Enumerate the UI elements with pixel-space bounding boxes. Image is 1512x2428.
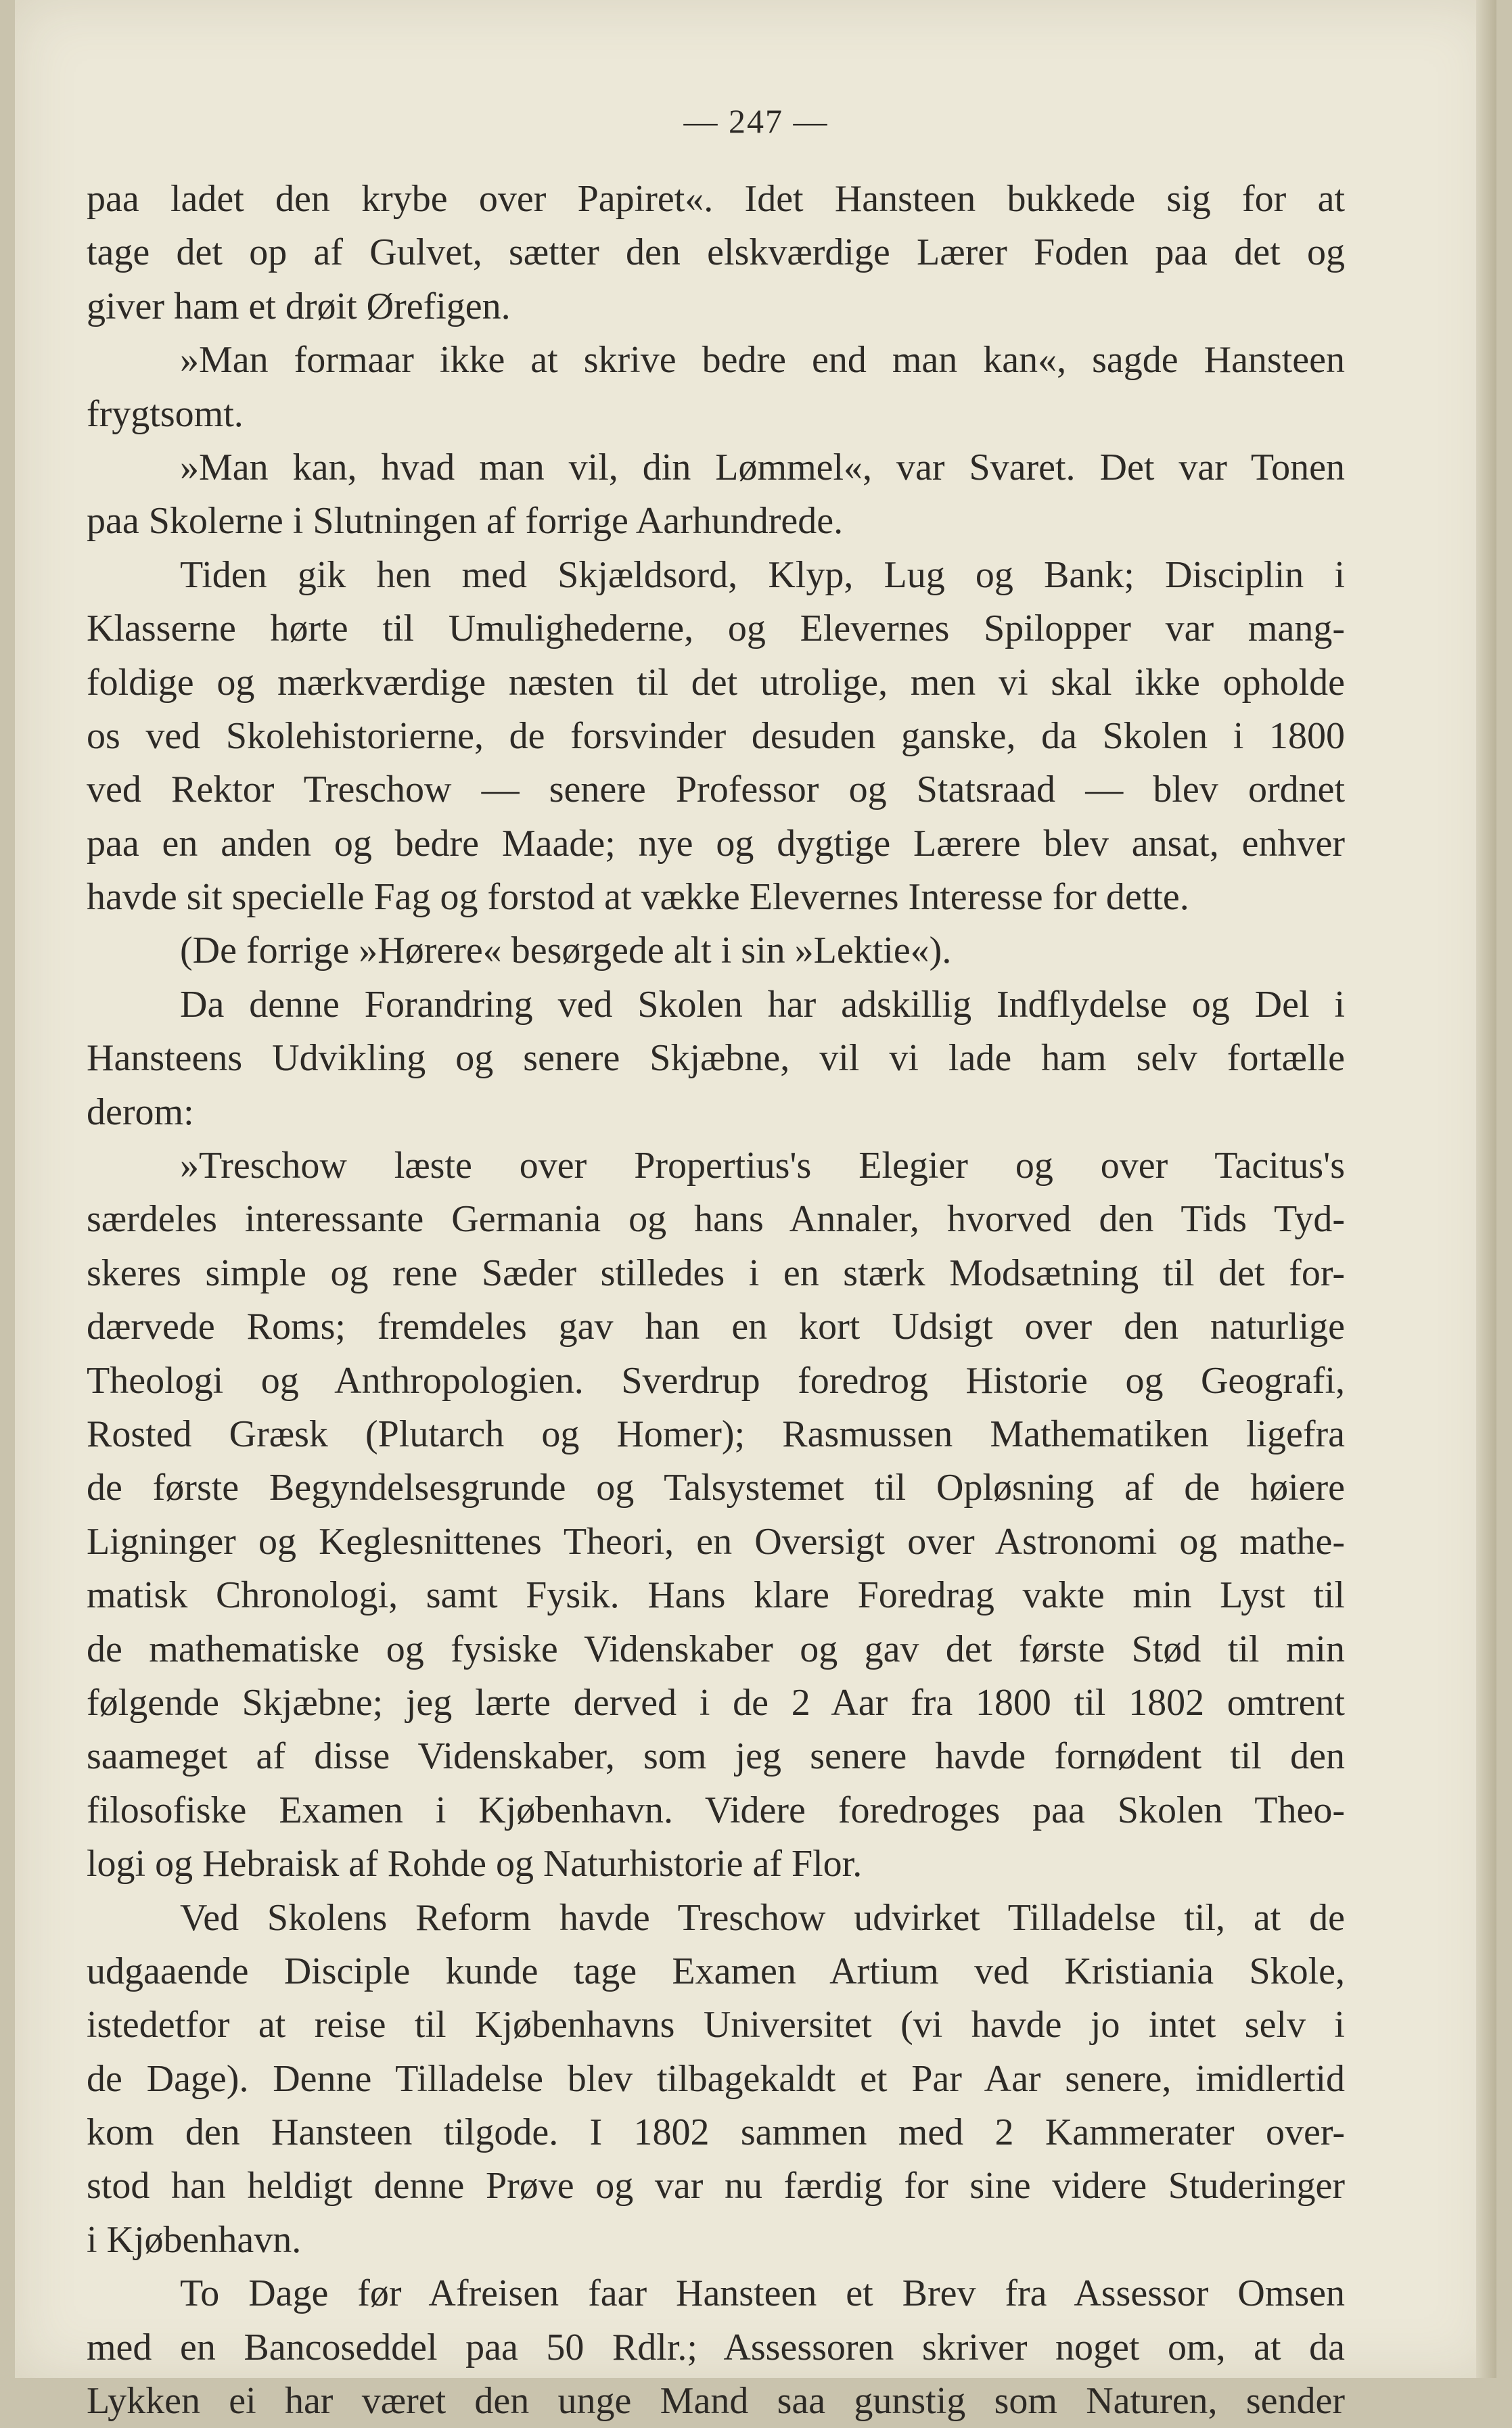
text-line: foldige og mærkværdige næsten til det utrolige, men vi skal ikke opholde [87,661,1345,704]
text-line: Theologi og Anthropologien. Sverdrup foredrog Historie og Geografi, [87,1359,1345,1402]
text-line: paa ladet den krybe over Papiret«. Idet Hansteen bukkede sig for at [87,178,1345,220]
text-line: paa en anden og bedre Maade; nye og dygtige Lærere blev ansat, enhver [87,822,1345,865]
text-line: »Man kan, hvad man vil, din Lømmel«, var Svaret. Det var Tonen [180,446,1345,488]
text-line: dærvede Roms; fremdeles gav han en kort Udsigt over den naturlige [87,1306,1345,1348]
text-line: derom: [87,1091,194,1133]
text-line: matisk Chronologi, samt Fysik. Hans klare Foredrag vakte min Lyst til [87,1574,1345,1617]
text-line: »Treschow læste over Propertius's Elegier og over Tacitus's [180,1145,1345,1187]
text-line: tage det op af Gulvet, sætter den elskværdige Lærer Foden paa det og [87,231,1345,274]
text-line: udgaaende Disciple kunde tage Examen Artium ved Kristiania Skole, [87,1950,1345,1992]
text-line: de første Begyndelsesgrunde og Talsystemet til Opløsning af de høiere [87,1467,1345,1509]
text-line: skeres simple og rene Sæder stilledes i en stærk Modsætning til det for- [87,1252,1345,1294]
text-line: Ved Skolens Reform havde Treschow udvirket Tilladelse til, at de [180,1896,1345,1939]
page-number: — 247 — [683,102,829,140]
text-line: følgende Skjæbne; jeg lærte derved i de 2 Aar fra 1800 til 1802 omtrent [87,1681,1345,1724]
page-spine-edge [1476,0,1496,2378]
text-line: kom den Hansteen tilgode. I 1802 sammen med 2 Kammerater over- [87,2111,1345,2154]
text-line: (De forrige »Hørere« besørgede alt i sin »Lektie«). [180,930,952,972]
text-line: de Dage). Denne Tilladelse blev tilbagekaldt et Par Aar senere, imidlertid [87,2057,1345,2100]
text-line: logi og Hebraisk af Rohde og Naturhistorie af Flor. [87,1843,863,1885]
text-line: havde sit specielle Fag og forstod at vække Elevernes Interesse for dette. [87,876,1189,919]
text-line: Rosted Græsk (Plutarch og Homer); Rasmussen Mathematiken ligefra [87,1413,1345,1455]
text-line: os ved Skolehistorierne, de forsvinder desuden ganske, da Skolen i 1800 [87,714,1345,757]
text-line: To Dage før Afreisen faar Hansteen et Brev fra Assessor Omsen [180,2272,1345,2315]
text-line: »Man formaar ikke at skrive bedre end man kan«, sagde Hansteen [180,339,1345,382]
text-line: Da denne Forandring ved Skolen har adskillig Indflydelse og Del i [180,983,1345,1026]
body-text [87,173,1345,2428]
text-line: Ligninger og Keglesnittenes Theori, en Oversigt over Astronomi og mathe- [87,1520,1345,1563]
text-line: med en Bancoseddel paa 50 Rdlr.; Assessoren skriver noget om, at da [87,2326,1345,2368]
text-line: Tiden gik hen med Skjældsord, Klyp, Lug og Bank; Disciplin i [180,553,1345,596]
text-line: filosofiske Examen i Kjøbenhavn. Videre foredroges paa Skolen Theo- [87,1789,1345,1831]
text-line: ved Rektor Treschow — senere Professor og Statsraad — blev ordnet [87,769,1345,811]
text-line: giver ham et drøit Ørefigen. [87,285,511,327]
text-line: særdeles interessante Germania og hans Annaler, hvorved den Tids Tyd- [87,1198,1345,1241]
text-line: i Kjøbenhavn. [87,2218,302,2261]
text-line: Lykken ei har været den unge Mand saa gunstig som Naturen, sender [87,2380,1345,2423]
text-line: saameget af disse Videnskaber, som jeg senere havde fornødent til den [87,1735,1345,1778]
text-line: frygtsomt. [87,392,244,435]
text-line: de mathematiske og fysiske Videnskaber og gav det første Stød til min [87,1628,1345,1670]
text-line: Klasserne hørte til Umulighederne, og Elevernes Spilopper var mang- [87,608,1345,650]
text-line: stod han heldigt denne Prøve og var nu færdig for sine videre Studeringer [87,2165,1345,2207]
text-line: Hansteens Udvikling og senere Skjæbne, vil vi lade ham selv fortælle [87,1037,1345,1080]
text-line: paa Skolerne i Slutningen af forrige Aarhundrede. [87,500,844,543]
text-line: istedetfor at reise til Kjøbenhavns Universitet (vi havde jo intet selv i [87,2004,1345,2046]
